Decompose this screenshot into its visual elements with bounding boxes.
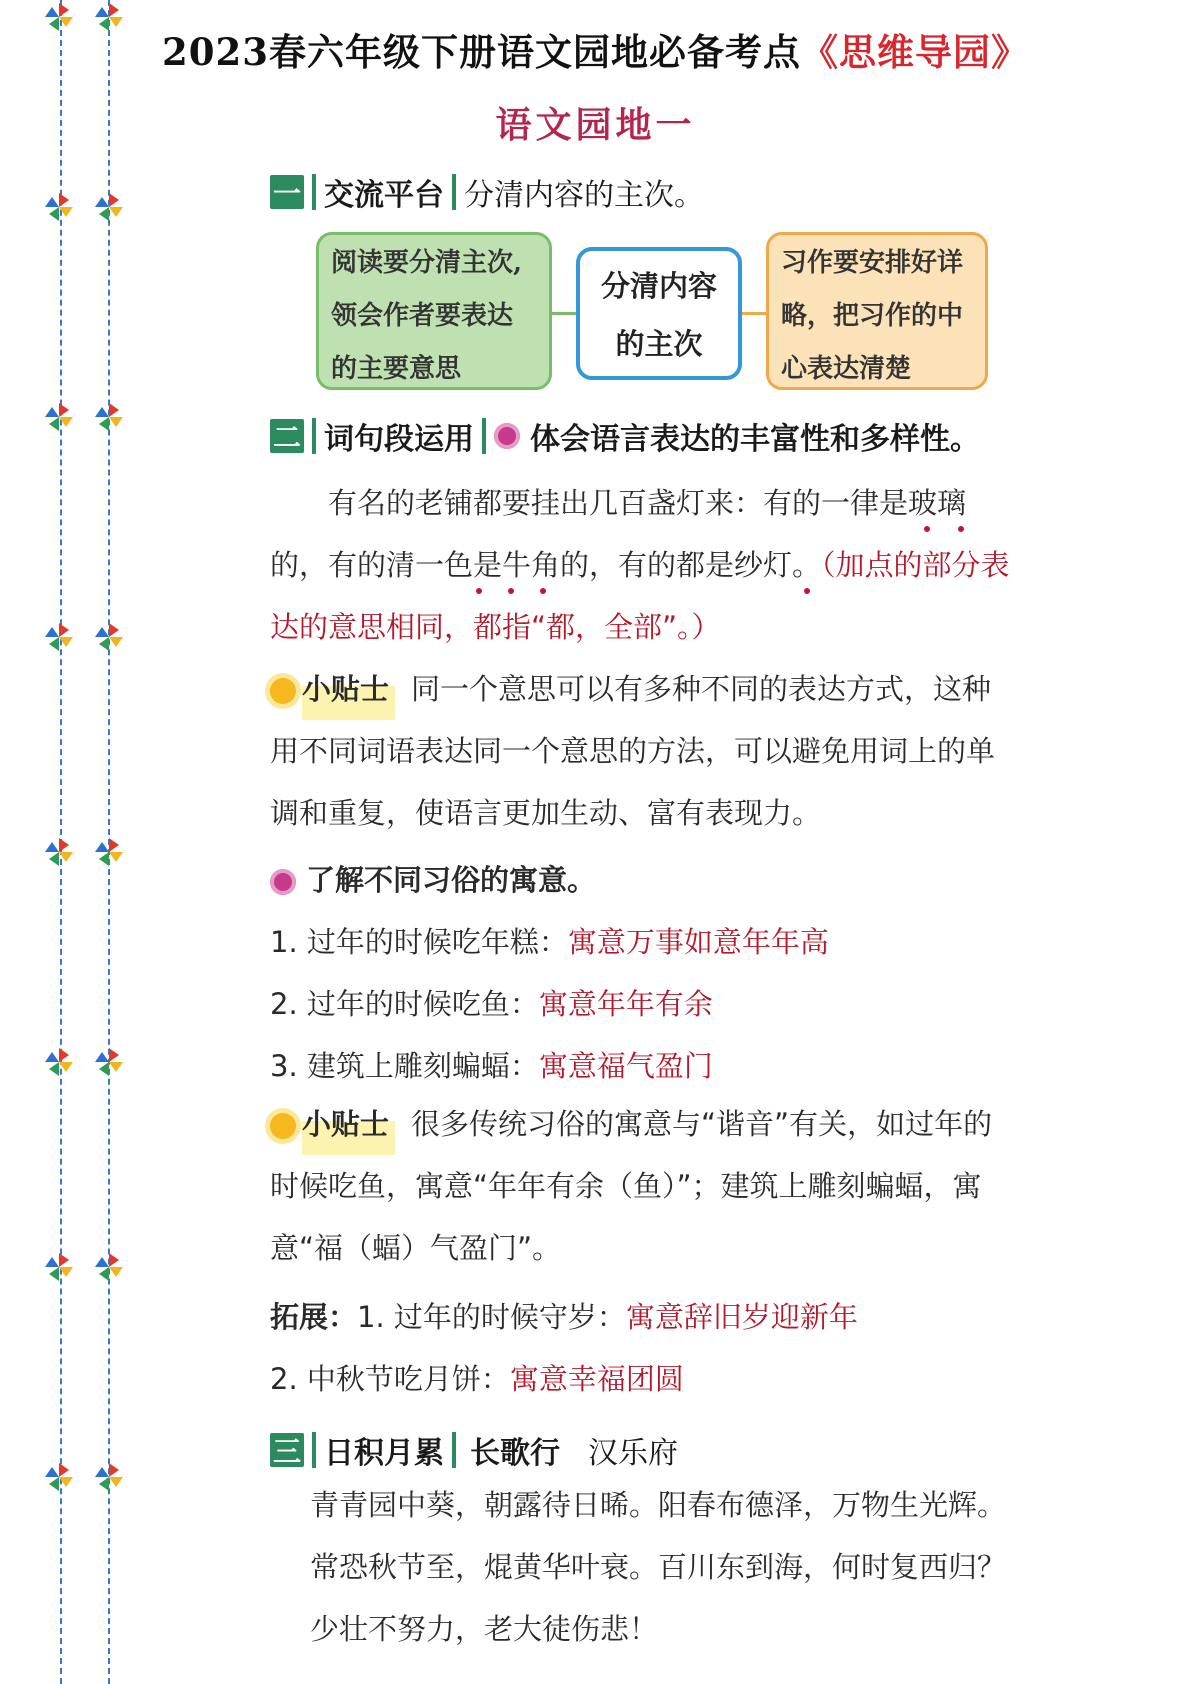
paragraph-text: 有名的老铺都要挂出几百盏灯来：有的一律是玻璃的，有的清一色是牛角的，有的都是纱灯。 — [270, 486, 967, 582]
box-line: 的主要意思 — [331, 354, 462, 384]
tip-label: 小贴士 — [302, 1093, 395, 1155]
connector-line — [552, 312, 576, 315]
pinwheel-icon — [42, 190, 76, 224]
pinwheel-icon — [92, 1460, 126, 1494]
section-divider — [482, 418, 486, 454]
tip-label: 小贴士 — [302, 658, 395, 720]
pinwheel-icon — [42, 1250, 76, 1284]
box-line: 略，把习作的中 — [781, 301, 964, 331]
tip-text: 同一个意思可以有多种不同的表达方式，这种用不同词语表达同一个意思的方法，可以避免用词上的单调和重复，使语言更加生动、富有表现力。 — [270, 672, 996, 830]
section-2-header — [270, 414, 980, 458]
paragraph-note: （加点的部分表达的意思相同，都指“都，全部”。） — [270, 548, 1010, 644]
poem-line: 常恐秋节至，焜黄华叶衰。百川东到海，何时复西归？ — [310, 1550, 1007, 1584]
poem-author: 汉乐府 — [588, 1436, 678, 1471]
pinwheel-icon — [92, 400, 126, 434]
poem-title: 长歌行 — [470, 1436, 560, 1471]
pinwheel-icon — [42, 835, 76, 869]
customs-heading: 了解不同习俗的寓意。 — [270, 858, 596, 899]
box-line: 阅读要分清主次, — [331, 248, 523, 278]
pinwheel-icon — [92, 190, 126, 224]
flower-icon — [494, 423, 520, 449]
extension-item: 2. 中秋节吃月饼：寓意幸福团圆 — [270, 1362, 684, 1396]
section-name: 词句段运用 — [324, 422, 474, 457]
lightbulb-icon — [270, 1113, 296, 1139]
custom-item: 2. 过年的时候吃鱼：寓意年年有余 — [270, 987, 713, 1021]
custom-item: 3. 建筑上雕刻蝙蝠：寓意福气盈门 — [270, 1049, 713, 1083]
section-divider — [312, 418, 316, 454]
emphasis-dot — [958, 526, 964, 532]
section-subtitle: 分清内容的主次。 — [464, 178, 704, 213]
emphasis-dot — [508, 588, 514, 594]
pinwheel-icon — [42, 400, 76, 434]
pinwheel-icon — [92, 620, 126, 654]
emphasis-dot — [476, 588, 482, 594]
tip-1 — [270, 658, 1020, 844]
poem-line: 少壮不努力，老大徒伤悲！ — [310, 1612, 659, 1646]
box-line: 心表达清楚 — [781, 354, 912, 384]
pinwheel-icon — [92, 835, 126, 869]
connector-line — [742, 312, 766, 315]
extension-label: 拓展： — [270, 1300, 358, 1334]
section-number: 三 — [270, 1433, 304, 1467]
section-number: 一 — [270, 175, 304, 209]
document-title: 2023春六年级下册语文园地必备考点《思维导园》 — [162, 30, 1029, 74]
section-1-header — [270, 170, 704, 214]
box-line: 分清内容 — [600, 269, 717, 303]
tip-2 — [270, 1093, 1020, 1279]
box-line: 的主次 — [615, 327, 703, 361]
lightbulb-icon — [270, 678, 296, 704]
writing-box — [766, 232, 988, 390]
center-box — [576, 247, 742, 380]
emphasis-dot — [804, 588, 810, 594]
section-number: 二 — [270, 419, 304, 453]
pinwheel-icon — [42, 620, 76, 654]
section-divider — [312, 1432, 316, 1468]
pinwheel-icon — [42, 1460, 76, 1494]
example-paragraph — [270, 472, 1020, 658]
custom-item: 1. 过年的时候吃年糕：寓意万事如意年年高 — [270, 925, 829, 959]
reading-box — [316, 232, 552, 390]
box-line: 领会作者要表达 — [331, 301, 514, 331]
pinwheel-icon — [92, 1250, 126, 1284]
section-divider — [452, 1432, 456, 1468]
poem-line: 青青园中葵，朝露待日晞。阳春布德泽，万物生光辉。 — [310, 1488, 1007, 1522]
emphasis-dot — [540, 588, 546, 594]
extension-item: 拓展：1. 过年的时候守岁：寓意辞旧岁迎新年 — [270, 1300, 858, 1334]
section-divider — [312, 174, 316, 210]
section-divider — [452, 174, 456, 210]
flower-icon — [270, 869, 296, 895]
section-name: 交流平台 — [324, 178, 444, 213]
section-name: 日积月累 — [324, 1436, 444, 1471]
pinwheel-icon — [92, 1045, 126, 1079]
pinwheel-icon — [42, 1045, 76, 1079]
tip-text: 很多传统习俗的寓意与“谐音”有关，如过年的时候吃鱼，寓意“年年有余（鱼）”；建筑上雕刻蝙蝠，寓意“福（蝠）气盈门”。 — [270, 1107, 993, 1265]
section-subtitle: 体会语言表达的丰富性和多样性。 — [530, 422, 980, 457]
box-line: 习作要安排好详 — [781, 248, 964, 278]
unit-title: 语文园地一 — [495, 104, 696, 146]
section-3-header — [270, 1428, 678, 1472]
emphasis-dot — [924, 526, 930, 532]
